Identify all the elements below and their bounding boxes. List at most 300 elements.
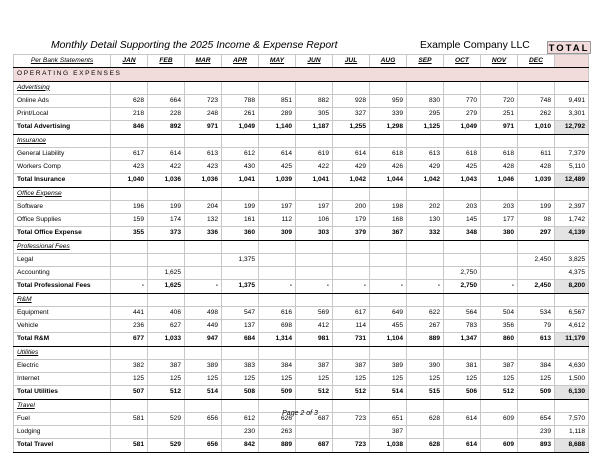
month-value: 654 <box>518 412 555 425</box>
row-label: Office Supplies <box>14 214 111 227</box>
empty-cell <box>333 81 370 94</box>
total-value: 4,139 <box>555 227 589 240</box>
section-total-row <box>14 121 589 134</box>
company-name: Example Company LLC <box>420 40 530 51</box>
total-month-value: 1,347 <box>444 333 481 346</box>
total-month-value: 348 <box>444 227 481 240</box>
empty-cell <box>259 187 296 200</box>
total-month-value: 614 <box>444 439 481 452</box>
empty-cell <box>518 240 555 253</box>
month-value: 1,625 <box>148 267 185 280</box>
total-month-value: 1,036 <box>185 174 222 187</box>
month-value: 98 <box>518 214 555 227</box>
row-total: 9,491 <box>555 94 589 107</box>
total-month-value: 609 <box>481 439 518 452</box>
month-value: 125 <box>259 373 296 386</box>
month-value <box>111 253 148 266</box>
month-value: 261 <box>222 108 259 121</box>
empty-cell <box>185 293 222 306</box>
total-value: 11,179 <box>555 333 589 346</box>
total-month-value: 512 <box>296 386 333 399</box>
month-value <box>333 426 370 439</box>
total-month-value: 509 <box>518 386 555 399</box>
empty-cell <box>555 240 589 253</box>
total-month-value: 1,255 <box>333 121 370 134</box>
empty-cell <box>370 240 407 253</box>
month-value: 125 <box>333 373 370 386</box>
total-month-value: 379 <box>333 227 370 240</box>
category-row <box>14 81 589 94</box>
month-value: 425 <box>259 161 296 174</box>
month-value: 609 <box>481 412 518 425</box>
total-month-value: 380 <box>481 227 518 240</box>
total-month-value: 1,010 <box>518 121 555 134</box>
total-month-value: 507 <box>111 386 148 399</box>
month-value <box>296 253 333 266</box>
month-value: 387 <box>148 359 185 372</box>
total-month-value: 1,104 <box>370 333 407 346</box>
total-month-value: 508 <box>222 386 259 399</box>
total-month-value: 1,125 <box>407 121 444 134</box>
row-label: Accounting <box>14 267 111 280</box>
month-value: 174 <box>148 214 185 227</box>
total-month-value: 677 <box>111 333 148 346</box>
month-value: 384 <box>518 359 555 372</box>
month-value: 455 <box>370 320 407 333</box>
month-value: 428 <box>481 161 518 174</box>
total-value: 12,792 <box>555 121 589 134</box>
empty-cell <box>481 81 518 94</box>
month-value: 425 <box>444 161 481 174</box>
row-total: 3,301 <box>555 108 589 121</box>
column-header-month: SEP <box>407 55 444 68</box>
empty-cell <box>444 81 481 94</box>
column-header-month: MAY <box>259 55 296 68</box>
total-heading: TOTAL <box>548 43 590 54</box>
total-month-value: 656 <box>185 439 222 452</box>
month-value: 267 <box>407 320 444 333</box>
total-month-value: - <box>370 280 407 293</box>
empty-cell <box>296 81 333 94</box>
month-value: 628 <box>111 94 148 107</box>
month-value: 125 <box>444 373 481 386</box>
month-value: 412 <box>296 320 333 333</box>
total-label: Total Insurance <box>14 174 111 187</box>
month-value: 723 <box>333 412 370 425</box>
table-row <box>14 267 589 280</box>
total-month-value: 842 <box>222 439 259 452</box>
month-value: 305 <box>296 108 333 121</box>
empty-cell <box>555 346 589 359</box>
category-name: R&M <box>14 293 111 306</box>
month-value: 218 <box>111 108 148 121</box>
month-value: 263 <box>259 426 296 439</box>
empty-cell <box>111 293 148 306</box>
total-month-value: 1,043 <box>444 174 481 187</box>
empty-cell <box>333 240 370 253</box>
empty-cell <box>296 187 333 200</box>
empty-cell <box>296 346 333 359</box>
month-value: 928 <box>333 94 370 107</box>
month-value: 428 <box>518 161 555 174</box>
table-row <box>14 200 589 213</box>
table-row <box>14 94 589 107</box>
empty-cell <box>148 293 185 306</box>
month-value: 449 <box>185 320 222 333</box>
total-month-value: - <box>111 280 148 293</box>
row-total: 6,567 <box>555 306 589 319</box>
month-value: 882 <box>296 94 333 107</box>
month-value: 614 <box>444 412 481 425</box>
month-value: 230 <box>222 426 259 439</box>
empty-cell <box>481 346 518 359</box>
section-band <box>14 68 589 81</box>
total-month-value: 297 <box>518 227 555 240</box>
total-month-value: 846 <box>111 121 148 134</box>
month-value: 390 <box>407 359 444 372</box>
row-total: 7,379 <box>555 147 589 160</box>
table-row <box>14 147 589 160</box>
month-value: 125 <box>222 373 259 386</box>
month-value: 79 <box>518 320 555 333</box>
month-value: 228 <box>148 108 185 121</box>
month-value: 441 <box>111 306 148 319</box>
category-row <box>14 293 589 306</box>
total-month-value: 1,036 <box>148 174 185 187</box>
table-row <box>14 306 589 319</box>
month-value: 622 <box>407 306 444 319</box>
month-value: 125 <box>407 373 444 386</box>
month-value: 617 <box>333 306 370 319</box>
month-value: 788 <box>222 94 259 107</box>
month-value <box>407 267 444 280</box>
total-month-value: 971 <box>481 121 518 134</box>
month-value: 168 <box>370 214 407 227</box>
month-value: 381 <box>444 359 481 372</box>
category-name: Office Expense <box>14 187 111 200</box>
row-label: Electric <box>14 359 111 372</box>
total-label: Total Advertising <box>14 121 111 134</box>
total-month-value: 512 <box>481 386 518 399</box>
empty-cell <box>407 240 444 253</box>
empty-cell <box>148 81 185 94</box>
empty-cell <box>259 346 296 359</box>
table-row <box>14 373 589 386</box>
row-label: Software <box>14 200 111 213</box>
month-value: 422 <box>148 161 185 174</box>
empty-cell <box>407 293 444 306</box>
month-value: 132 <box>185 214 222 227</box>
month-value: 125 <box>370 373 407 386</box>
month-value <box>259 267 296 280</box>
month-value: 389 <box>370 359 407 372</box>
month-value: 262 <box>518 108 555 121</box>
month-value: 114 <box>333 320 370 333</box>
month-value: 581 <box>111 412 148 425</box>
column-header-month: JAN <box>111 55 148 68</box>
empty-cell <box>185 187 222 200</box>
month-value: 295 <box>407 108 444 121</box>
row-total: 7,570 <box>555 412 589 425</box>
month-value: 198 <box>370 200 407 213</box>
empty-cell <box>333 346 370 359</box>
month-value <box>222 267 259 280</box>
total-month-value: 1,049 <box>222 121 259 134</box>
total-month-value: 1,298 <box>370 121 407 134</box>
total-value: 8,688 <box>555 439 589 452</box>
column-header-month: AUG <box>370 55 407 68</box>
total-month-value: 1,187 <box>296 121 333 134</box>
table-row <box>14 253 589 266</box>
month-value: 429 <box>407 161 444 174</box>
row-total: 1,118 <box>555 426 589 439</box>
total-month-value: 860 <box>481 333 518 346</box>
month-value: 619 <box>296 147 333 160</box>
column-header-row <box>14 55 589 68</box>
empty-cell <box>518 293 555 306</box>
month-value: 406 <box>148 306 185 319</box>
table-row <box>14 214 589 227</box>
month-value: 611 <box>518 147 555 160</box>
month-value: 664 <box>148 94 185 107</box>
total-month-value: 1,042 <box>407 174 444 187</box>
month-value: 618 <box>444 147 481 160</box>
table-row <box>14 108 589 121</box>
total-month-value: 512 <box>148 386 185 399</box>
month-value: 387 <box>481 359 518 372</box>
month-value <box>148 426 185 439</box>
total-label: Total Travel <box>14 439 111 452</box>
empty-cell <box>111 81 148 94</box>
month-value: 204 <box>185 200 222 213</box>
month-value: 387 <box>370 426 407 439</box>
total-month-value: 687 <box>296 439 333 452</box>
page-number: Page 2 of 3 <box>282 410 318 417</box>
category-name: Advertising <box>14 81 111 94</box>
total-month-value: 303 <box>296 227 333 240</box>
month-value: 612 <box>222 412 259 425</box>
category-name: Travel <box>14 399 111 412</box>
month-value: 387 <box>333 359 370 372</box>
empty-cell <box>185 134 222 147</box>
empty-cell <box>111 240 148 253</box>
month-value: 618 <box>481 147 518 160</box>
empty-cell <box>444 293 481 306</box>
month-value: 959 <box>370 94 407 107</box>
empty-cell <box>407 187 444 200</box>
empty-cell <box>333 187 370 200</box>
month-value: 202 <box>407 200 444 213</box>
empty-cell <box>518 187 555 200</box>
month-value: 177 <box>481 214 518 227</box>
month-value: 720 <box>481 94 518 107</box>
month-value: 356 <box>481 320 518 333</box>
total-month-value: - <box>259 280 296 293</box>
month-value: 627 <box>148 320 185 333</box>
total-month-value: 889 <box>407 333 444 346</box>
month-value: 200 <box>333 200 370 213</box>
month-value: 279 <box>444 108 481 121</box>
empty-cell <box>481 240 518 253</box>
total-month-value: 373 <box>148 227 185 240</box>
empty-cell <box>555 187 589 200</box>
empty-cell <box>481 187 518 200</box>
total-month-value: 2,450 <box>518 280 555 293</box>
month-value <box>481 253 518 266</box>
total-month-value: 981 <box>296 333 333 346</box>
month-value <box>111 267 148 280</box>
month-value: 197 <box>259 200 296 213</box>
total-month-value: 1,625 <box>148 280 185 293</box>
month-value: 203 <box>481 200 518 213</box>
empty-cell <box>370 187 407 200</box>
empty-cell <box>222 293 259 306</box>
month-value: 614 <box>259 147 296 160</box>
total-month-value: - <box>333 280 370 293</box>
month-value: 125 <box>185 373 222 386</box>
empty-cell <box>296 134 333 147</box>
month-value <box>407 253 444 266</box>
empty-cell <box>407 81 444 94</box>
empty-cell <box>555 293 589 306</box>
row-total: 4,630 <box>555 359 589 372</box>
row-label: Legal <box>14 253 111 266</box>
month-value: 106 <box>296 214 333 227</box>
total-month-value: 515 <box>407 386 444 399</box>
month-value <box>185 426 222 439</box>
row-label: Print/Local <box>14 108 111 121</box>
total-month-value: - <box>407 280 444 293</box>
empty-cell <box>555 134 589 147</box>
total-month-value: 529 <box>148 439 185 452</box>
month-value: 2,450 <box>518 253 555 266</box>
empty-cell <box>185 240 222 253</box>
empty-cell <box>111 346 148 359</box>
total-month-value: 506 <box>444 386 481 399</box>
section-total-row <box>14 227 589 240</box>
month-value: 125 <box>518 373 555 386</box>
total-month-value: 514 <box>185 386 222 399</box>
month-value <box>296 426 333 439</box>
column-header-month: DEC <box>518 55 555 68</box>
empty-cell <box>444 346 481 359</box>
total-month-value: 1,044 <box>370 174 407 187</box>
month-value: 130 <box>407 214 444 227</box>
section-total-row <box>14 386 589 399</box>
month-value: 547 <box>222 306 259 319</box>
total-month-value: 684 <box>222 333 259 346</box>
month-value: 422 <box>296 161 333 174</box>
month-value: 145 <box>444 214 481 227</box>
table-row <box>14 359 589 372</box>
empty-cell <box>296 293 333 306</box>
month-value: 203 <box>444 200 481 213</box>
category-row <box>14 240 589 253</box>
month-value: 612 <box>222 147 259 160</box>
empty-cell <box>185 346 222 359</box>
table-row <box>14 320 589 333</box>
section-total-row <box>14 280 589 293</box>
row-label: Internet <box>14 373 111 386</box>
column-header-month: JUN <box>296 55 333 68</box>
row-total: 4,375 <box>555 267 589 280</box>
month-value <box>407 426 444 439</box>
empty-cell <box>444 187 481 200</box>
column-header-month: APR <box>222 55 259 68</box>
total-month-value: 1,046 <box>481 174 518 187</box>
month-value: 628 <box>407 412 444 425</box>
category-name: Professional Fees <box>14 240 111 253</box>
total-month-value: 1,041 <box>222 174 259 187</box>
empty-cell <box>111 187 148 200</box>
month-value: 613 <box>185 147 222 160</box>
total-month-value: 1,042 <box>333 174 370 187</box>
row-total: 1,500 <box>555 373 589 386</box>
month-value: 179 <box>333 214 370 227</box>
month-value: 504 <box>481 306 518 319</box>
total-month-value: 892 <box>148 121 185 134</box>
total-month-value: 367 <box>370 227 407 240</box>
month-value: 2,750 <box>444 267 481 280</box>
month-value <box>481 267 518 280</box>
month-value: 125 <box>481 373 518 386</box>
empty-cell <box>481 293 518 306</box>
month-value: 748 <box>518 94 555 107</box>
total-month-value: 889 <box>259 439 296 452</box>
month-value: 196 <box>111 200 148 213</box>
month-value <box>370 253 407 266</box>
month-value: 197 <box>296 200 333 213</box>
total-month-value: 332 <box>407 227 444 240</box>
column-header-month: FEB <box>148 55 185 68</box>
month-value <box>185 267 222 280</box>
month-value <box>185 253 222 266</box>
total-month-value: 1,375 <box>222 280 259 293</box>
month-value <box>444 426 481 439</box>
month-value: 498 <box>185 306 222 319</box>
month-value: 651 <box>370 412 407 425</box>
row-label: General Liability <box>14 147 111 160</box>
month-value <box>259 253 296 266</box>
column-header-month: JUL <box>333 55 370 68</box>
row-total: 2,397 <box>555 200 589 213</box>
total-month-value: 512 <box>333 386 370 399</box>
row-total: 3,825 <box>555 253 589 266</box>
table-row <box>14 161 589 174</box>
month-value <box>481 426 518 439</box>
month-value: 687 <box>296 412 333 425</box>
month-value: 289 <box>259 108 296 121</box>
empty-cell <box>148 134 185 147</box>
empty-cell <box>222 240 259 253</box>
total-label: Total Utilities <box>14 386 111 399</box>
month-value: 423 <box>185 161 222 174</box>
month-value <box>148 253 185 266</box>
month-value: 125 <box>148 373 185 386</box>
total-label: Total R&M <box>14 333 111 346</box>
empty-cell <box>481 134 518 147</box>
empty-cell <box>555 81 589 94</box>
empty-cell <box>259 134 296 147</box>
row-label: Lodging <box>14 426 111 439</box>
empty-cell <box>407 134 444 147</box>
total-month-value: 893 <box>518 439 555 452</box>
total-month-value: 309 <box>259 227 296 240</box>
total-month-value: 1,039 <box>518 174 555 187</box>
empty-cell <box>148 187 185 200</box>
total-value: 8,200 <box>555 280 589 293</box>
month-value: 851 <box>259 94 296 107</box>
